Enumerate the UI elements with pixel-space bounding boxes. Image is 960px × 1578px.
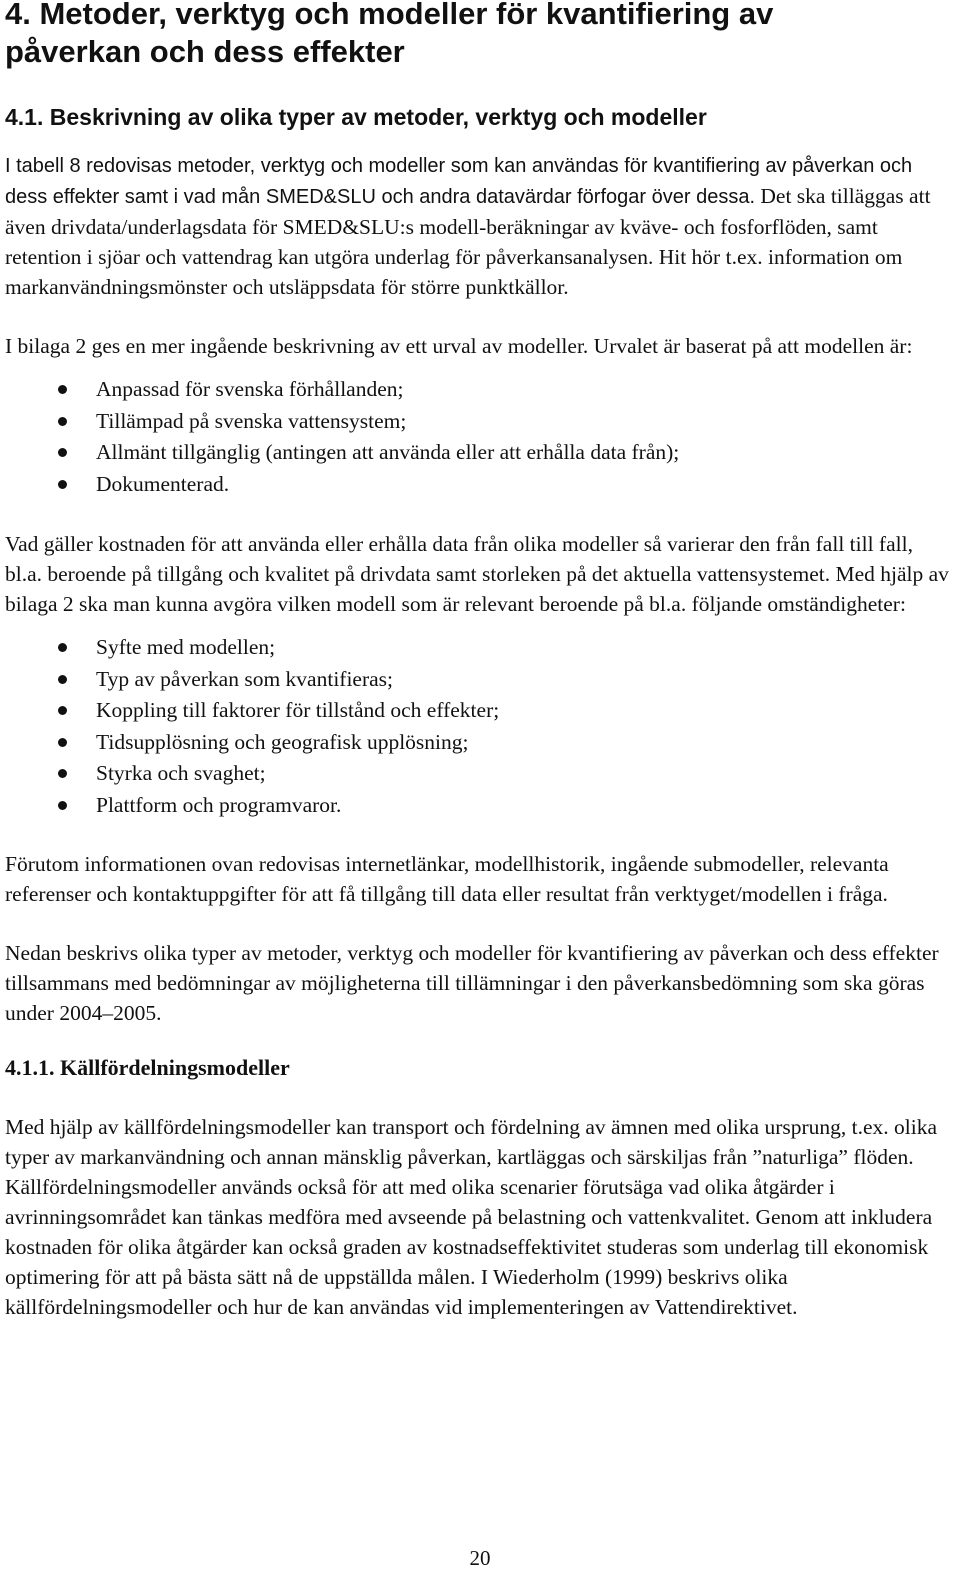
list-item: Styrka och svaghet; — [5, 758, 955, 790]
page-number: 20 — [469, 1546, 491, 1570]
section-heading: 4.1. Beskrivning av olika typer av metoder, verktyg och modeller — [5, 104, 707, 130]
subsection-heading: 4.1.1. Källfördelningsmodeller — [5, 1055, 290, 1080]
list-item: Anpassad för svenska förhållanden; — [5, 374, 955, 406]
paragraph-overview: Nedan beskrivs olika typer av metoder, verktyg och modeller för kvantifiering av påverkan och dess effekter tillsammans med bedömningar av möjligheterna till tillämningar i den påverkansbedömning som ska göras under 2004–2005. — [5, 941, 939, 1025]
list-item: Allmänt tillgänglig (antingen att använda eller att erhålla data från); — [5, 437, 955, 469]
paragraph-intro — [5, 150, 955, 302]
paragraph-selection: I bilaga 2 ges en mer ingående beskrivning av ett urval av modeller. Urvalet är baserat på att modellen är: — [5, 334, 913, 358]
list-item: Tidsupplösning och geografisk upplösning; — [5, 727, 955, 759]
paragraph-links: Förutom informationen ovan redovisas internetlänkar, modellhistorik, ingående submodeller, relevanta referenser och kontaktuppgifter för att få tillgång till data eller resultat från verktyget/modellen i fråga. — [5, 852, 889, 906]
chapter-heading — [5, 0, 955, 71]
paragraph-cost: Vad gäller kostnaden för att använda eller erhålla data från olika modeller så varierar den från fall till fall, bl.a. beroende på tillgång och kvalitet på drivdata samt storleken på det aktuella vattensystemet. Med hjälp av bilaga 2 ska man kunna avgöra vilken modell som är relevant beroende på bl.a. följande omständigheter: — [5, 532, 949, 616]
list-item: Dokumenterad. — [5, 469, 955, 501]
paragraph-intro-serif: Det ska tilläggas att även drivdata/underlagsdata för SMED&SLU:s modell-beräkningar av kväve- och fosforflöden, samt retention i sjöar och vattendrag kan utgöra underlag för påverkansanalysen. Hit hör t.ex. information om markanvändningsmönster och utsläppsdata för större punktkällor. — [5, 184, 931, 299]
paragraph-source-models: Med hjälp av källfördelningsmodeller kan transport och fördelning av ämnen med olika ursprung, t.ex. olika typer av markanvändning och annan mänsklig påverkan, kartläggas och särskiljas från ”naturliga” flöden. Källfördelningsmodeller används också för att med olika scenarier förutsäga vad olika åtgärder i avrinningsområdet kan tänkas medföra med avseende på belastning och vattenkvalitet. Genom att inkludera kostnaden för olika åtgärder kan också graden av kostnadseffektivitet studeras som underlag till ekonomisk optimering för att på bästa sätt nå de uppställda målen. I Wiederholm (1999) beskrivs olika källfördelningsmodeller och hur de kan användas vid implementeringen av Vattendirektivet. — [5, 1115, 938, 1319]
criteria-list — [5, 374, 955, 500]
chapter-heading-line2: påverkan och dess effekter — [5, 34, 405, 69]
list-item: Syfte med modellen; — [5, 632, 955, 664]
list-item: Plattform och programvaror. — [5, 790, 955, 822]
list-item: Koppling till faktorer för tillstånd och effekter; — [5, 695, 955, 727]
chapter-heading-line1: 4. Metoder, verktyg och modeller för kvantifiering av — [5, 0, 774, 31]
list-item: Typ av påverkan som kvantifieras; — [5, 664, 955, 696]
paragraph-intro-sans: I tabell 8 redovisas metoder, verktyg och modeller som kan användas för kvantifiering av påverkan och dess effekter samt i vad mån SMED&SLU och andra datavärdar förfogar över dessa. — [5, 155, 913, 208]
list-item: Tillämpad på svenska vattensystem; — [5, 406, 955, 438]
circumstances-list — [5, 632, 955, 821]
document-page — [5, 0, 955, 1322]
